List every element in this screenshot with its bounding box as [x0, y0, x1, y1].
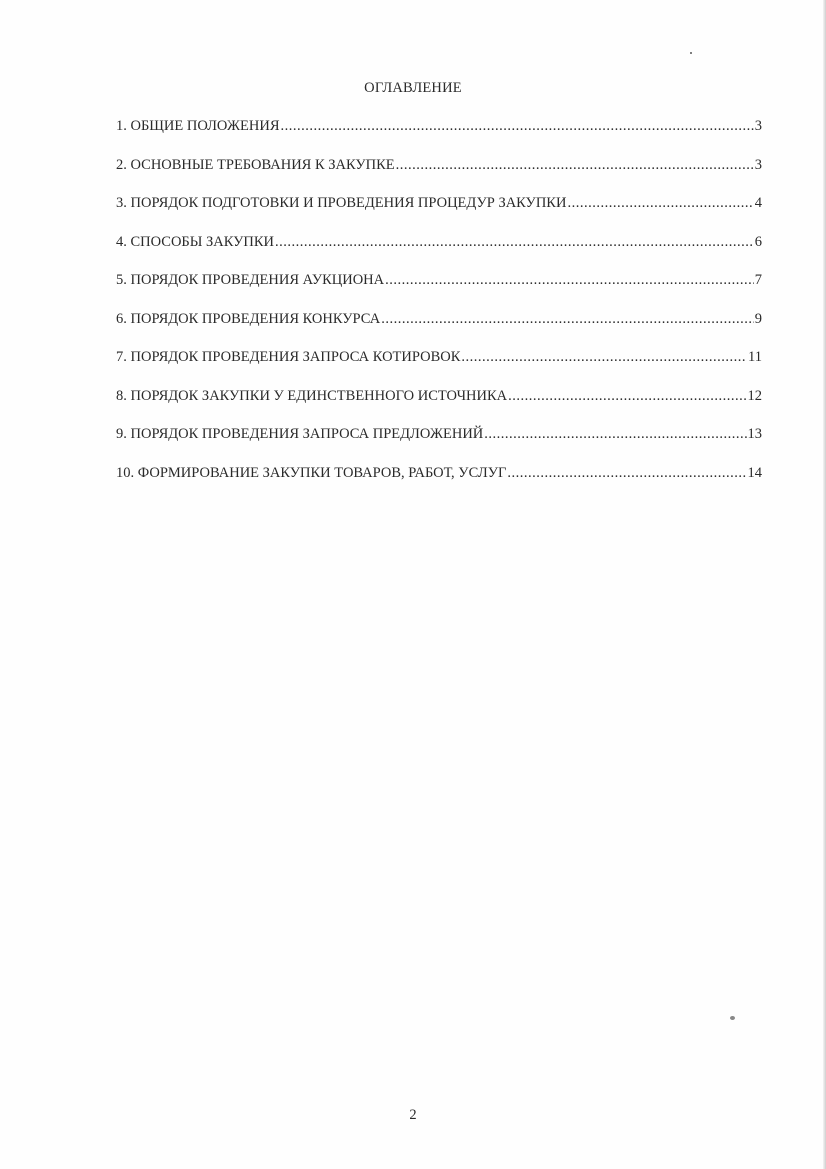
- table-of-contents: [116, 118, 762, 503]
- toc-entry[interactable]: [116, 426, 762, 465]
- toc-leader-dots: [381, 311, 754, 328]
- toc-entry-page: 12: [747, 387, 762, 404]
- toc-entry-label: 6. ПОРЯДОК ПРОВЕДЕНИЯ КОНКУРСА: [116, 310, 381, 327]
- toc-entry-label: 2. ОСНОВНЫЕ ТРЕБОВАНИЯ К ЗАКУПКЕ: [116, 156, 395, 173]
- toc-leader-dots: [508, 388, 746, 405]
- toc-leader-dots: [281, 118, 754, 135]
- toc-entry-page: 9: [754, 310, 762, 327]
- toc-entry-label: 10. ФОРМИРОВАНИЕ ЗАКУПКИ ТОВАРОВ, РАБОТ, УСЛУГ: [116, 464, 507, 481]
- toc-leader-dots: [484, 426, 746, 443]
- toc-entry-page: 14: [747, 464, 762, 481]
- toc-entry-label: 1. ОБЩИЕ ПОЛОЖЕНИЯ: [116, 118, 280, 134]
- toc-entry-label: 9. ПОРЯДОК ПРОВЕДЕНИЯ ЗАПРОСА ПРЕДЛОЖЕНИЙ: [116, 426, 484, 442]
- page-number: 2: [409, 1107, 417, 1123]
- toc-entry-page: 3: [754, 156, 762, 173]
- toc-leader-dots: [385, 272, 754, 289]
- toc-entry-label: 8. ПОРЯДОК ЗАКУПКИ У ЕДИНСТВЕННОГО ИСТОЧНИКА: [116, 387, 508, 404]
- toc-entry[interactable]: [116, 311, 762, 350]
- toc-entry-page: 11: [748, 349, 762, 365]
- toc-entry-label: 7. ПОРЯДОК ПРОВЕДЕНИЯ ЗАПРОСА КОТИРОВОК: [116, 349, 461, 365]
- toc-entry[interactable]: [116, 349, 762, 388]
- toc-leader-dots: [507, 465, 746, 482]
- toc-entry-page: 3: [754, 118, 762, 134]
- toc-entry-page: 7: [754, 272, 762, 288]
- toc-entry[interactable]: [116, 388, 762, 427]
- scan-speck: [730, 1016, 735, 1020]
- scan-speck: [690, 52, 692, 54]
- toc-leader-dots: [461, 349, 747, 366]
- toc-entry[interactable]: [116, 465, 762, 504]
- toc-entry[interactable]: [116, 272, 762, 311]
- toc-entry-page: 4: [754, 195, 762, 211]
- toc-entry[interactable]: [116, 195, 762, 234]
- toc-leader-dots: [567, 195, 753, 212]
- toc-leader-dots: [275, 234, 754, 251]
- toc-entry-label: 5. ПОРЯДОК ПРОВЕДЕНИЯ АУКЦИОНА: [116, 272, 385, 288]
- toc-entry-page: 6: [754, 233, 762, 250]
- toc-entry[interactable]: [116, 118, 762, 157]
- toc-entry-label: 3. ПОРЯДОК ПОДГОТОВКИ И ПРОВЕДЕНИЯ ПРОЦЕДУР ЗАКУПКИ: [116, 195, 567, 211]
- toc-leader-dots: [396, 157, 754, 174]
- toc-entry[interactable]: [116, 234, 762, 273]
- toc-entry-page: 13: [747, 426, 762, 442]
- toc-title: ОГЛАВЛЕНИЕ: [364, 80, 462, 96]
- toc-entry[interactable]: [116, 157, 762, 196]
- toc-entry-label: 4. СПОСОБЫ ЗАКУПКИ: [116, 233, 275, 250]
